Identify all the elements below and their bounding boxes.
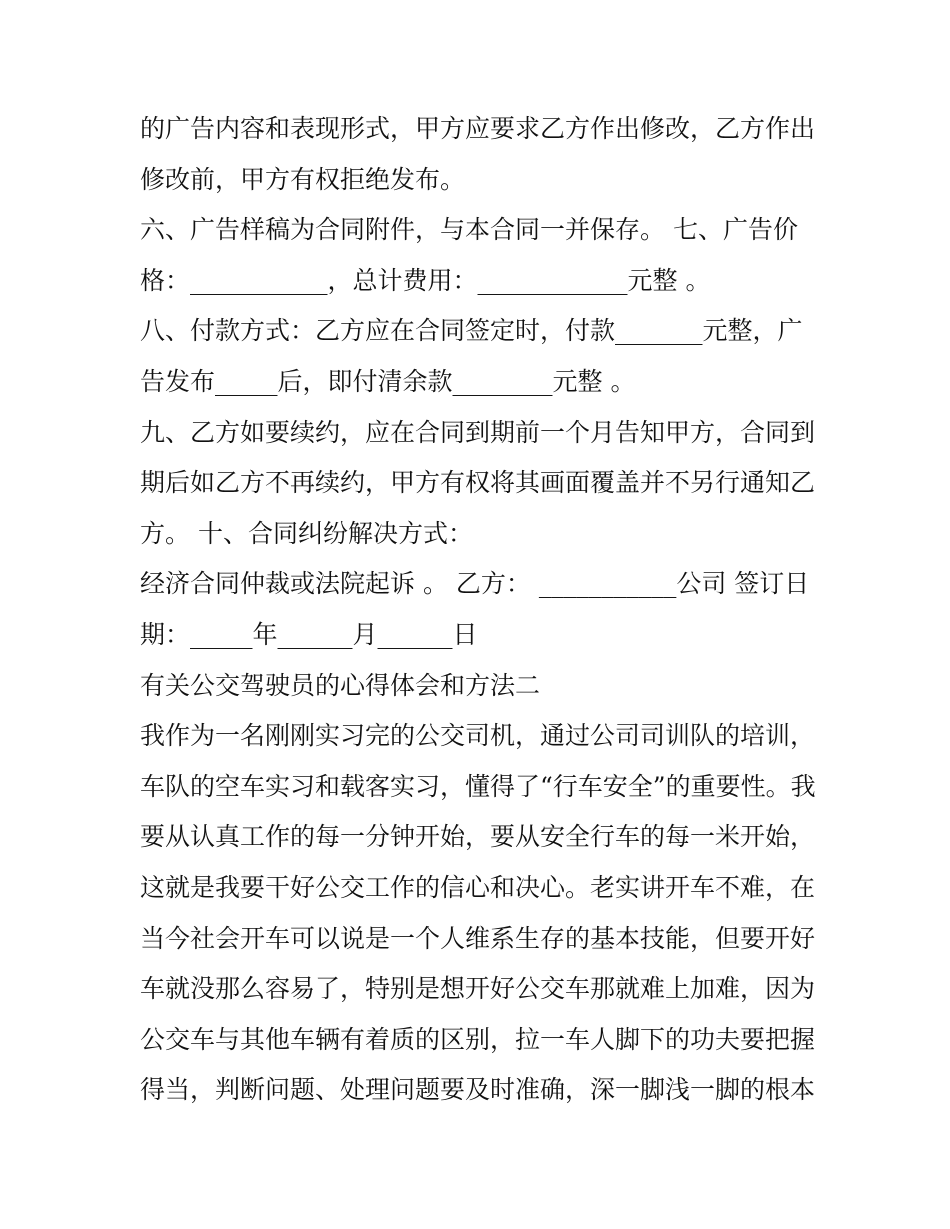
text-line-16: 这就是我要干好公交工作的信心和决心。老实讲开车不难，在: [140, 872, 816, 902]
section-heading: 有关公交驾驶员的心得体会和方法二: [140, 670, 541, 700]
text-line-8: 期后如乙方不再续约，甲方有权将其画面覆盖并不另行通知乙: [140, 468, 816, 498]
text-line-13: 我作为一名刚刚实习完的公交司机，通过公司司训队的培训，: [140, 721, 816, 751]
text-line-19: 公交车与其他车辆有着质的区别，拉一车人脚下的功夫要把握: [140, 1024, 816, 1054]
text-line-5: 八、付款方式：乙方应在合同签定时，付款_______元整，广: [140, 316, 803, 346]
document-body: [140, 104, 820, 1116]
text-line-14: 车队的空车实习和载客实习，懂得了“行车安全”的重要性。我: [140, 771, 816, 801]
text-line-9: 方。 十、合同纠纷解决方式：: [140, 518, 473, 548]
text-line-17: 当今社会开车可以说是一个人维系生存的基本技能，但要开好: [140, 923, 816, 953]
text-line-2: 修改前，甲方有权拒绝发布。: [140, 164, 466, 194]
text-line-6: 告发布_____后，即付清余款________元整 。: [140, 366, 636, 396]
text-line-11: 期：_____年______月______日: [140, 619, 478, 649]
text-line-1: 的广告内容和表现形式，甲方应要求乙方作出修改，乙方作出: [140, 114, 816, 143]
text-line-4: 格：___________，总计费用：____________元整 。: [140, 265, 711, 295]
text-line-7: 九、乙方如要续约，应在合同到期前一个月告知甲方，合同到: [140, 417, 816, 447]
text-line-10: 经济合同仲裁或法院起诉 。 乙方： ___________公司 签订日: [140, 569, 810, 599]
text-line-3: 六、广告样稿为合同附件，与本合同一并保存。 七、广告价: [140, 215, 798, 245]
text-line-18: 车就没那么容易了，特别是想开好公交车那就难上加难，因为: [140, 974, 816, 1004]
text-line-15: 要从认真工作的每一分钟开始，要从安全行车的每一米开始，: [140, 822, 816, 852]
text-line-20: 得当，判断问题、处理问题要及时准确，深一脚浅一脚的根本: [140, 1075, 816, 1105]
